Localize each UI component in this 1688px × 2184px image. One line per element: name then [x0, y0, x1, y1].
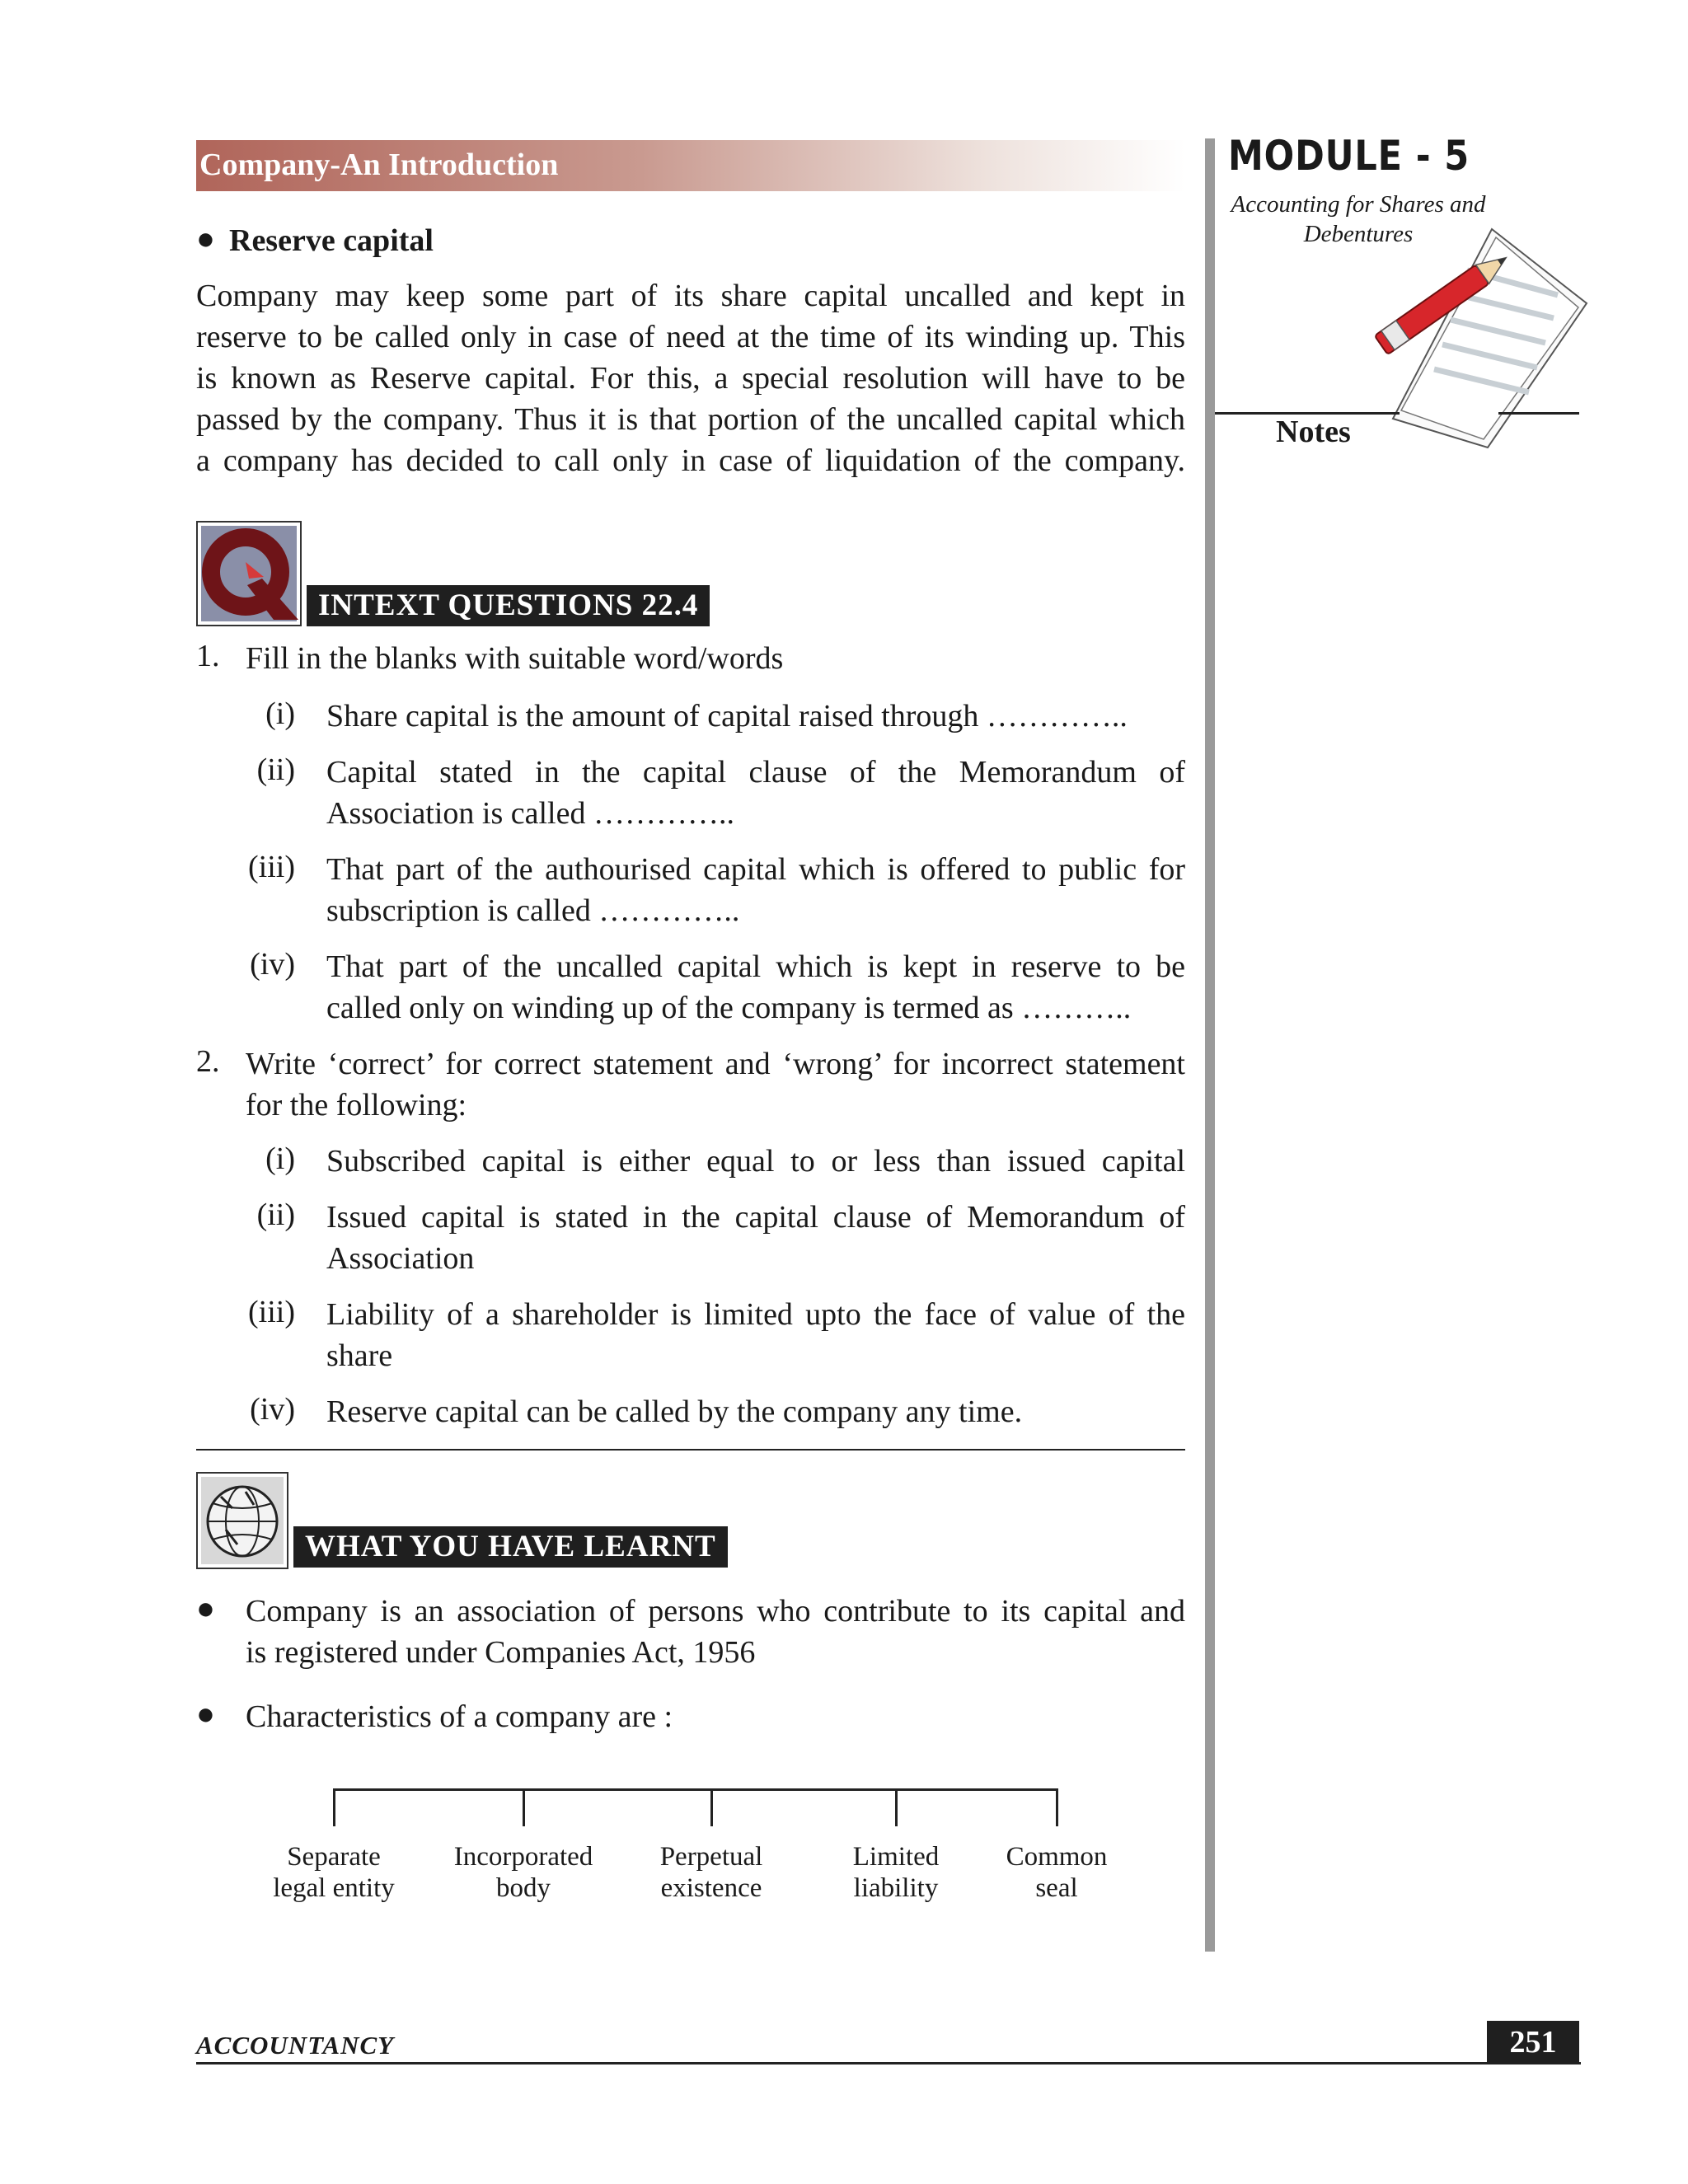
item-text: share [326, 1338, 393, 1373]
notepad-pencil-icon [1368, 213, 1591, 452]
characteristic-line: Perpetual [659, 1842, 763, 1872]
learning-globe-icon [196, 1472, 288, 1569]
module-subtitle-line2: Debentures [1303, 221, 1414, 247]
page-number: 251 [1487, 2021, 1579, 2064]
question-text: for the following: [246, 1088, 467, 1122]
characteristic-limited-liability [805, 1841, 987, 1904]
reserve-paragraph-line: reserve to be called only in case of need at the time of its winding up. This [196, 320, 1185, 354]
characteristic-line: liability [853, 1873, 939, 1903]
module-title: MODULE - 5 [1228, 132, 1470, 180]
question-number: 1. [196, 639, 220, 673]
item-number: (ii) [256, 1197, 295, 1232]
characteristic-separate-legal-entity [243, 1841, 424, 1904]
notes-label: Notes [1276, 415, 1351, 449]
item-text: Reserve capital can be called by the company any time. [326, 1394, 1023, 1429]
characteristic-line: body [496, 1873, 551, 1903]
question-text: Write ‘correct’ for correct statement and ‘wrong’ for incorrect statement [246, 1047, 1185, 1081]
characteristic-common-seal [966, 1841, 1147, 1904]
characteristic-perpetual-existence [621, 1841, 802, 1904]
item-text: Share capital is the amount of capital raised through ………….. [326, 699, 1128, 733]
footer-rule [196, 2062, 1581, 2064]
item-text: That part of the uncalled capital which is kept in reserve to be [326, 949, 1185, 984]
section-title: Company-An Introduction [199, 148, 559, 182]
characteristic-incorporated-body [433, 1841, 614, 1904]
item-text: Issued capital is stated in the capital clause of Memorandum of [326, 1200, 1185, 1235]
item-number: (i) [265, 1141, 295, 1176]
item-number: (ii) [256, 752, 295, 787]
reserve-paragraph-line: passed by the company. Thus it is that portion of the uncalled capital which [196, 402, 1185, 437]
module-subtitle-line1: Accounting for Shares and [1231, 191, 1486, 218]
characteristic-line: Common [1006, 1842, 1108, 1872]
item-text: That part of the authourised capital which is offered to public for [326, 852, 1185, 887]
question-text: Fill in the blanks with suitable word/words [246, 641, 784, 676]
bullet-icon: ● [196, 1591, 215, 1626]
margin-rule [1205, 138, 1215, 1952]
learnt-point: Characteristics of a company are : [246, 1699, 673, 1734]
notes-rule-right [1498, 412, 1579, 415]
bullet-icon: ● [196, 1697, 215, 1732]
question-number: 2. [196, 1044, 220, 1079]
item-number: (iv) [250, 1392, 295, 1427]
learnt-point: is registered under Companies Act, 1956 [246, 1635, 756, 1670]
tree-branch-line [1056, 1788, 1058, 1826]
characteristic-line: Limited [852, 1842, 940, 1872]
tree-branch-line [895, 1788, 898, 1826]
item-text: subscription is called ………….. [326, 893, 740, 928]
intext-questions-banner: INTEXT QUESTIONS 22.4 [307, 585, 710, 626]
tree-horizontal-line [333, 1788, 1058, 1791]
bullet-icon: ● [196, 222, 215, 256]
item-text: Subscribed capital is either equal to or less than issued capital [326, 1144, 1185, 1179]
item-number: (iii) [248, 850, 295, 884]
what-you-have-learnt-banner: WHAT YOU HAVE LEARNT [293, 1526, 728, 1568]
item-text: Liability of a shareholder is limited upto the face of value of the [326, 1297, 1185, 1332]
reserve-capital-heading: Reserve capital [229, 223, 434, 258]
item-number: (iv) [250, 947, 295, 982]
question-q-icon [196, 521, 302, 626]
item-number: (iii) [248, 1295, 295, 1329]
item-text: called only on winding up of the company is termed as ……….. [326, 991, 1132, 1025]
section-divider [196, 1449, 1185, 1451]
reserve-paragraph-line: Company may keep some part of its share capital uncalled and kept in [196, 279, 1185, 313]
characteristic-line: Incorporated [453, 1842, 593, 1872]
item-number: (i) [265, 696, 295, 731]
tree-branch-line [523, 1788, 525, 1826]
item-text: Capital stated in the capital clause of the Memorandum of [326, 755, 1185, 790]
item-text: Association [326, 1241, 475, 1276]
learnt-point: Company is an association of persons who contribute to its capital and [246, 1594, 1185, 1629]
footer-subject: ACCOUNTANCY [196, 2031, 395, 2060]
tree-branch-line [333, 1788, 335, 1826]
reserve-paragraph-line: is known as Reserve capital. For this, a special resolution will have to be [196, 361, 1185, 396]
characteristic-line: Separate [287, 1842, 381, 1872]
item-text: Association is called ………….. [326, 796, 734, 831]
characteristic-line: legal entity [273, 1873, 395, 1903]
characteristic-line: seal [1035, 1873, 1078, 1903]
characteristic-line: existence [660, 1873, 762, 1903]
tree-branch-line [710, 1788, 713, 1826]
reserve-paragraph-line: a company has decided to call only in case of liquidation of the company. [196, 443, 1185, 478]
